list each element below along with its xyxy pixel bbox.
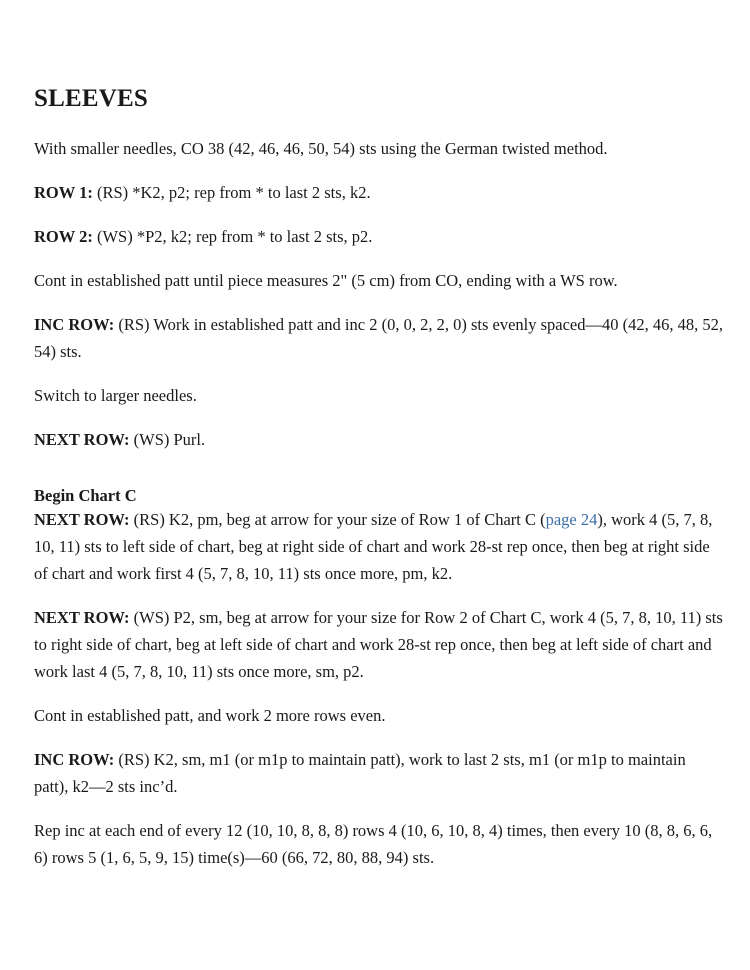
next-row-text: (WS) Purl. [129, 430, 206, 449]
chart-row1-text-b: ), work 4 (5, 7, 8, 10, 11) sts to left side of chart, beg at right side of chart and work 28-st rep once, then beg at right side of chart and work first 4 (5, 7, 8, 10, 11) sts once more, pm, k2. [34, 510, 713, 583]
switch-needles-paragraph [34, 382, 724, 409]
rep-inc-text: Rep inc at each end of every 12 (10, 10, 8, 8, 8) rows 4 (10, 6, 10, 8, 4) times, then every 10 (8, 8, 6, 6, 6) rows 5 (1, 6, 5, 9, 15) time(s)—60 (66, 72, 80, 88, 94) sts. [34, 821, 713, 867]
row2-label: ROW 2: [34, 227, 93, 246]
intro-paragraph [34, 135, 724, 162]
inc-row2-label: INC ROW: [34, 750, 115, 769]
chart-row2-text: (WS) P2, sm, beg at arrow for your size for Row 2 of Chart C, work 4 (5, 7, 8, 10, 11) sts to right side of chart, beg at left side of chart and work 28-st rep once, then beg at left side of chart and work last 4 (5, 7, 8, 10, 11) sts once more, sm, p2. [34, 608, 723, 681]
switch-needles-text: Switch to larger needles. [34, 386, 197, 405]
row1-label: ROW 1: [34, 183, 93, 202]
continue-text: Cont in established patt until piece measures 2" (5 cm) from CO, ending with a WS row. [34, 271, 618, 290]
row1-text: (RS) *K2, p2; rep from * to last 2 sts, k2. [92, 183, 371, 202]
next-row-purl-paragraph [34, 426, 724, 453]
inc-row2-paragraph [34, 746, 724, 800]
inc-row-text: (RS) Work in established patt and inc 2 (0, 0, 2, 2, 0) sts evenly spaced—40 (42, 46, 48, 52, 54) sts. [34, 315, 723, 361]
row2-text: (WS) *P2, k2; rep from * to last 2 sts, p2. [92, 227, 373, 246]
page-24-link[interactable]: page 24 [545, 510, 598, 529]
chart-row1-text-a: (RS) K2, pm, beg at arrow for your size of Row 1 of Chart C ( [129, 510, 546, 529]
cont-even-paragraph [34, 702, 724, 729]
cont-even-text: Cont in established patt, and work 2 more rows even. [34, 706, 386, 725]
inc-row2-text: (RS) K2, sm, m1 (or m1p to maintain patt), work to last 2 sts, m1 (or m1p to maintain patt), k2—2 sts inc’d. [34, 750, 686, 796]
continue-paragraph [34, 267, 724, 294]
chart-row1-paragraph [34, 506, 724, 587]
inc-row-paragraph [34, 311, 724, 365]
intro-text: With smaller needles, CO 38 (42, 46, 46, 50, 54) sts using the German twisted method. [34, 139, 608, 158]
section-heading: SLEEVES [34, 85, 148, 112]
chart-c-heading: Begin Chart C [34, 486, 137, 505]
row2-paragraph [34, 223, 724, 250]
next-row-label: NEXT ROW: [34, 430, 130, 449]
row1-paragraph [34, 179, 724, 206]
rep-inc-paragraph [34, 817, 724, 871]
inc-row-label: INC ROW: [34, 315, 115, 334]
chart-row2-paragraph [34, 604, 724, 685]
chart-row1-label: NEXT ROW: [34, 510, 130, 529]
document-page [34, 84, 724, 888]
chart-row2-label: NEXT ROW: [34, 608, 130, 627]
